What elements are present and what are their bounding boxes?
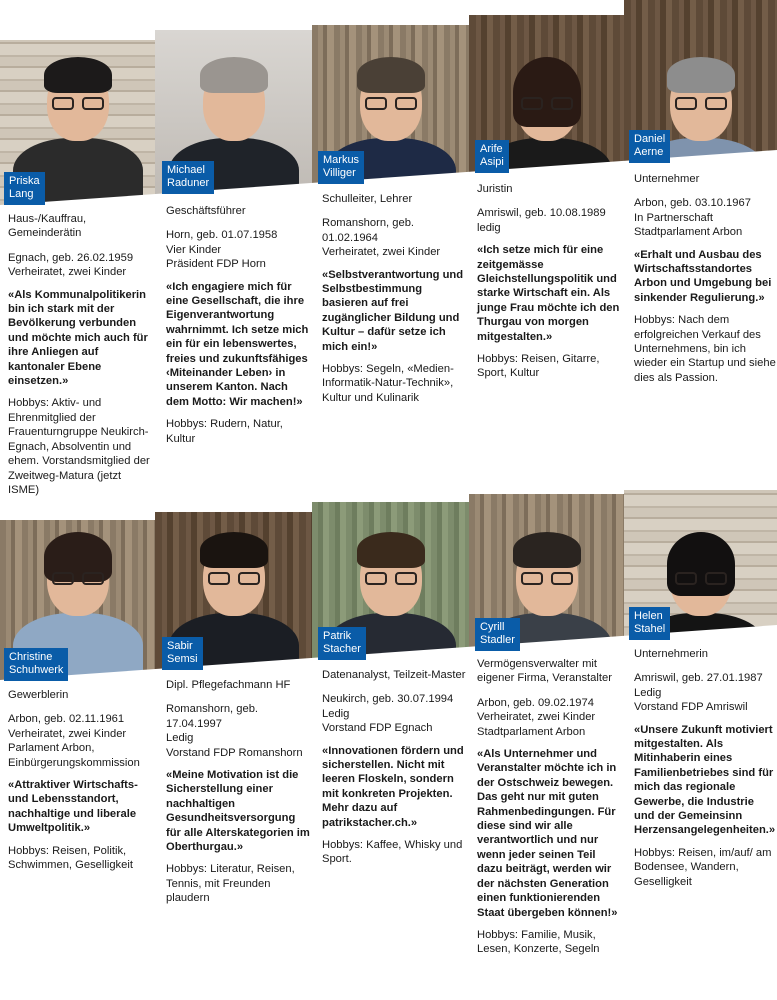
hobbies: Hobbys: Familie, Musik, Lesen, Konzerte, Segeln bbox=[477, 928, 600, 956]
name-tag: Sabir Semsi bbox=[162, 637, 203, 670]
occupation: Unternehmer bbox=[634, 173, 700, 185]
hobbies: Hobbys: Reisen, Politik, Schwimmen, Geselligkeit bbox=[8, 844, 133, 872]
occupation: Gewerblerin bbox=[8, 689, 69, 701]
candidate-quote: «Als Unternehmer und Veranstalter möchte ich in der Ostschweiz bewegen. Das geht nur mit guten Rahmenbedingungen. Für diese sind wir alle verantwortlich und nur wenn jeder seinen Teil dazu beiträgt, werden wir der nächsten Generation einen funktionierenden Staat übergeben können!» bbox=[477, 748, 618, 919]
occupation: Datenanalyst, Teilzeit-Master bbox=[322, 669, 466, 681]
candidate-info-column bbox=[8, 688, 154, 880]
hobbies: Hobbys: Nach dem erfolgreichen Verkauf des Unternehmens, bin ich wieder ein Startup und siehe dies als Passion. bbox=[634, 314, 776, 384]
hobbies: Hobbys: Reisen, Gitarre, Sport, Kultur bbox=[477, 353, 600, 380]
name-tag: Priska Lang bbox=[4, 172, 45, 205]
personal-details: Arbon, geb. 02.11.1961 Verheiratet, zwei Kinder Parlament Arbon, Einbürgerungskommission bbox=[8, 713, 140, 769]
candidate-quote: «Ich setze mich für eine zeitgemässe Gleichstellungspolitik und starke Wirtschaft ein. Als junge Frau möchte ich den Thurgau von morgen mitgestalten.» bbox=[477, 244, 620, 343]
candidate-quote: «Innovationen fördern und sicherstellen. Nicht mit leeren Floskeln, sondern mit konkreten Projekten. Mehr dazu auf patrikstacher.ch.» bbox=[322, 744, 464, 829]
candidate-quote: «Ich engagiere mich für eine Gesellschaft, die ihre Eigenverantwortung wahrnimmt. Ich setze mich ein für ein lebenswertes, freies und zukunftsfähiges ‹Miteinander Leben› in unserem Kanton. Nach dem Motto: Wir machen!» bbox=[166, 280, 309, 408]
occupation: Unternehmerin bbox=[634, 648, 708, 660]
name-tag: Patrik Stacher bbox=[318, 627, 366, 660]
personal-details: Romanshorn, geb. 17.04.1997 Ledig Vorstand FDP Romanshorn bbox=[166, 703, 303, 759]
occupation: Schulleiter, Lehrer bbox=[322, 193, 413, 205]
candidate-info-column bbox=[634, 647, 776, 897]
name-tag: Markus Villiger bbox=[318, 151, 364, 184]
candidate-info-column bbox=[634, 172, 776, 393]
name-tag: Helen Stahel bbox=[629, 607, 670, 640]
name-tag: Michael Raduner bbox=[162, 161, 214, 194]
name-tag: Cyrill Stadler bbox=[475, 618, 520, 651]
candidate-quote: «Unsere Zukunft motiviert mitgestalten. Als Mitinhaberin eines Familienbetriebes sind für mich das regionale Gewerbe, die Industrie und der Gemeinsinn Herzensangelegenheiten.» bbox=[634, 723, 776, 837]
candidate-info-column bbox=[322, 668, 468, 875]
candidate-row-1 bbox=[0, 0, 777, 496]
candidate-quote: «Erhalt und Ausbau des Wirtschaftsstandortes Arbon und Umgebung bei sinkender Regulierung.» bbox=[634, 248, 772, 304]
candidate-info-column bbox=[477, 182, 623, 389]
occupation: Dipl. Pflegefachmann HF bbox=[166, 679, 291, 691]
name-tag: Arife Asipi bbox=[475, 140, 509, 173]
candidate-quote: «Als Kommunalpolitikerin bin ich stark mit der Bevölkerung verbunden und möchte mich auch für ihre Anliegen auf kantonaler Ebene einsetzen.» bbox=[8, 288, 148, 388]
candidate-info-column bbox=[8, 212, 154, 505]
hobbies: Hobbys: Reisen, im/auf/ am Bodensee, Wandern, Geselligkeit bbox=[634, 846, 772, 888]
hobbies: Hobbys: Kaffee, Whisky und Sport. bbox=[322, 839, 463, 866]
hobbies: Hobbys: Rudern, Natur, Kultur bbox=[166, 418, 283, 445]
personal-details: Neukirch, geb. 30.07.1994 Ledig Vorstand FDP Egnach bbox=[322, 693, 454, 735]
occupation: Vermögensverwalter mit eigener Firma, Veranstalter bbox=[477, 658, 612, 685]
candidate-row-2 bbox=[0, 490, 777, 1000]
candidate-quote: «Attraktiver Wirtschafts- und Lebensstandort, nachhaltige und liberale Umweltpolitik.» bbox=[8, 779, 138, 835]
occupation: Geschäftsführer bbox=[166, 205, 246, 217]
hobbies: Hobbys: Literatur, Reisen, Tennis, mit Freunden plaudern bbox=[166, 863, 295, 905]
hobbies: Hobbys: Aktiv- und Ehrenmitglied der Frauenturngruppe Neukirch-Egnach, Absolventin und ehem. Vorstandsmitglied der Zweitweg-Matura (jetzt ISME) bbox=[8, 397, 150, 496]
candidate-quote: «Meine Motivation ist die Sicherstellung einer nachhaltigen Gesundheitsversorgung für alle Alterskategorien im Oberthurgau.» bbox=[166, 769, 310, 854]
personal-details: Arbon, geb. 03.10.1967 In Partnerschaft Stadtparlament Arbon bbox=[634, 197, 751, 239]
personal-details: Arbon, geb. 09.02.1974 Verheiratet, zwei Kinder Stadtparlament Arbon bbox=[477, 696, 596, 738]
personal-details: Romanshorn, geb. 01.02.1964 Verheiratet, zwei Kinder bbox=[322, 217, 441, 259]
candidate-info-column bbox=[322, 192, 468, 413]
candidate-info-column bbox=[477, 657, 623, 965]
personal-details: Amriswil, geb. 27.01.1987 Ledig Vorstand FDP Amriswil bbox=[634, 672, 763, 714]
candidate-info-column bbox=[166, 678, 311, 914]
personal-details: Horn, geb. 01.07.1958 Vier Kinder Präsident FDP Horn bbox=[166, 229, 278, 271]
hobbies: Hobbys: Segeln, «Medien-Informatik-Natur-Technik», Kultur und Kulinarik bbox=[322, 363, 454, 404]
name-tag: Christine Schuhwerk bbox=[4, 648, 68, 681]
occupation: Haus-/Kauffrau, Gemeinderätin bbox=[8, 213, 87, 240]
candidate-info-column bbox=[166, 204, 311, 454]
personal-details: Amriswil, geb. 10.08.1989 ledig bbox=[477, 207, 606, 234]
personal-details: Egnach, geb. 26.02.1959 Verheiratet, zwei Kinder bbox=[8, 251, 134, 279]
name-tag: Daniel Aerne bbox=[629, 130, 670, 163]
candidate-quote: «Selbstverantwortung und Selbstbestimmung basieren auf frei zugänglicher Bildung und Kultur – dafür setze ich mich ein!» bbox=[322, 268, 464, 353]
occupation: Juristin bbox=[477, 183, 513, 195]
